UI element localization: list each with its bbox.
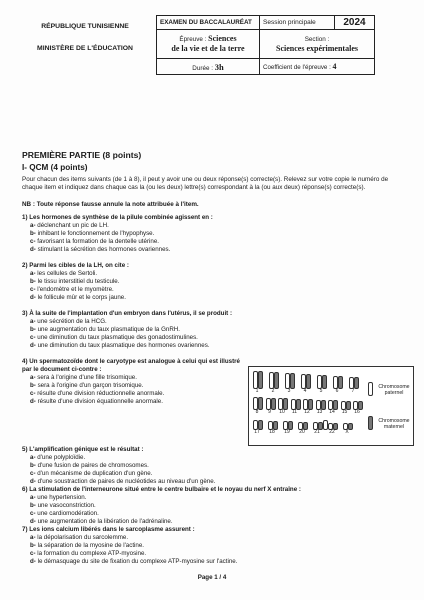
question-option — [22, 502, 408, 510]
chromosome-number: 3 — [287, 388, 291, 394]
part-title: PREMIÈRE PARTIE (8 points) — [22, 150, 142, 160]
chromosome-number: 2 — [271, 388, 275, 394]
page-number: Page 1 / 4 — [197, 574, 227, 581]
chromosome-4 — [306, 374, 311, 389]
chromosome-number: 20 — [299, 429, 305, 435]
qcm-note: NB : Toute réponse fausse annule la note attribuée à l'item. — [22, 201, 199, 208]
option-text: le tissu interstitiel du testicule. — [37, 278, 120, 285]
question-option — [22, 398, 248, 406]
section-label: Section : — [304, 35, 330, 43]
option-text: d'une polyploïdie. — [37, 454, 86, 461]
chromosome-5 — [322, 375, 327, 389]
coefficient-cell — [260, 59, 375, 75]
country-name: RÉPUBLIQUE TUNISIENNE — [41, 23, 129, 30]
option-letter: b- — [30, 542, 36, 549]
chromosome-number: 16 — [354, 409, 360, 415]
option-letter: a- — [30, 454, 36, 461]
section-cell — [260, 30, 375, 59]
option-text: la séparation de la myosine de l'actine. — [37, 542, 145, 549]
ministry-name: MINISTÈRE DE L'ÉDUCATION — [37, 45, 133, 52]
option-text: une sécrétion de la HCG. — [37, 318, 107, 325]
chromosome-number: 9 — [268, 409, 271, 415]
subject-label: Épreuve : — [179, 36, 207, 43]
option-letter: d- — [30, 558, 36, 565]
option-text: déclenchant un pic de LH. — [37, 222, 109, 229]
option-text: une augmentation du taux plasmatique de la GnRH. — [37, 326, 180, 333]
option-letter: a- — [30, 318, 36, 325]
question-option — [22, 454, 408, 462]
chromosome-number: 4 — [303, 388, 307, 394]
option-letter: a- — [30, 374, 36, 381]
qcm-title: I- QCM (4 points) — [22, 163, 88, 172]
qcm-instructions: Pour chacun des items suivants (de 1 à 8), il peut y avoir une ou deux réponse(s) correcte(s). Relevez sur votre copie le numéro de chaque item et indiquez dans chaque cas la (ou les deux) lettre(s) correspondant à la (ou aux deux) réponse(s) correcte(s). — [22, 176, 389, 191]
question-option — [22, 510, 408, 518]
option-letter: a- — [30, 222, 36, 229]
question-option — [22, 238, 408, 246]
option-letter: a- — [30, 534, 36, 541]
question-2 — [22, 262, 408, 302]
chromosome-2 — [274, 372, 279, 389]
question-title: 7) Les ions calcium libérés dans le sarcoplasme assurent : — [22, 526, 195, 533]
option-text: une diminution du taux plasmatique des gonadostimulines. — [37, 334, 198, 341]
duration-value: 3h — [214, 61, 224, 72]
question-title: 1) Les hormones de synthèse de la pilule combinée agissent en : — [22, 214, 213, 221]
karyotype-figure — [248, 366, 414, 446]
question-option — [22, 286, 408, 294]
option-text: favorisant la formation de la dentelle utérine. — [37, 238, 160, 245]
option-text: une diminution du taux plasmatique des hormones ovariennes. — [37, 342, 210, 349]
option-text: d'un mécanisme de duplication d'un gène. — [37, 470, 153, 477]
option-letter: a- — [30, 270, 36, 277]
chromosome-number: 14 — [329, 409, 335, 415]
option-letter: c- — [30, 286, 36, 293]
paternal-chromosome-icon — [368, 382, 373, 396]
question-3 — [22, 310, 408, 350]
duration-cell — [157, 59, 260, 75]
option-text: d'une fusion de paires de chromosomes. — [37, 462, 149, 469]
exam-info-table — [156, 15, 375, 75]
option-text: d'une soustraction de paires de nucléotides au niveau d'un gène. — [37, 478, 216, 485]
question-7 — [22, 526, 408, 566]
karyotype-legend — [366, 372, 410, 440]
option-letter: c- — [30, 238, 36, 245]
question-title: 2) Parmi les cibles de la LH, on cite : — [22, 262, 129, 269]
option-text: inhibant le fonctionnement de l'hypophyse. — [37, 230, 155, 237]
option-text: le follicule mûr et le corps jaune. — [37, 294, 126, 301]
question-option — [22, 270, 408, 278]
question-option — [22, 246, 408, 254]
question-option — [22, 326, 408, 334]
chromosome-number: 19 — [284, 429, 290, 435]
question-option — [22, 334, 408, 342]
option-text: la formation du complexe ATP-myosine. — [37, 550, 147, 557]
question-option — [22, 382, 248, 390]
chromosome-number: 11 — [291, 409, 298, 415]
question-option — [22, 494, 408, 502]
option-text: une augmentation de la libération de l'adrénaline. — [37, 518, 173, 525]
chromosome-number: 1 — [255, 388, 259, 394]
exam-title: EXAMEN DU BACCALAURÉAT — [157, 16, 260, 30]
option-text: une hypertension. — [37, 494, 87, 501]
option-letter: b- — [30, 326, 36, 333]
option-letter: d- — [30, 478, 36, 485]
chromosome-number: 15 — [341, 409, 348, 415]
question-option — [22, 374, 248, 382]
option-letter: b- — [30, 278, 36, 285]
question-6 — [22, 486, 408, 526]
question-1 — [22, 214, 408, 254]
legend-paternal: Chromosome paternel — [378, 384, 410, 396]
option-text: une vasoconstriction. — [37, 502, 96, 509]
option-text: les cellules de Sertoli. — [37, 270, 98, 277]
option-letter: c- — [30, 334, 36, 341]
coefficient-label: Coefficient de l'épreuve : — [263, 64, 331, 71]
option-letter: a- — [30, 494, 36, 501]
question-option — [22, 342, 408, 350]
option-text: résulte d'une division réductionnelle anormale. — [37, 390, 165, 397]
option-letter: b- — [30, 502, 36, 509]
question-option — [22, 390, 248, 398]
institution-header — [22, 22, 148, 54]
question-option — [22, 222, 408, 230]
option-letter: d- — [30, 294, 36, 301]
question-option — [22, 542, 408, 550]
question-title: 6) La stimulation de l'interneurone situé entre le centre bulbaire et le noyau du nerf X entraîne : — [22, 486, 301, 493]
option-letter: b- — [30, 382, 36, 389]
question-option — [22, 318, 408, 326]
section-value: Sciences expérimentales — [276, 43, 358, 53]
question-title: 4) Un spermatozoïde dont le caryotype est analogue à celui qui est illustré par le document ci-contre : — [22, 358, 240, 373]
question-option — [22, 550, 408, 558]
option-text: une cardiomodération. — [37, 510, 99, 517]
question-option — [22, 478, 408, 486]
option-text: résulte d'une division équationnelle anormale. — [37, 398, 163, 405]
chromosome-number: 8 — [255, 409, 259, 415]
chromosome-number: 13 — [316, 409, 323, 415]
maternal-chromosome-icon — [368, 416, 373, 430]
option-text: sera à l'origine d'un garçon trisomique. — [37, 382, 144, 389]
question-5 — [22, 446, 408, 486]
subject-value-1: Sciences — [208, 34, 237, 43]
chromosome-number: X — [345, 429, 349, 435]
option-letter: d- — [30, 398, 36, 405]
option-letter: c- — [30, 390, 36, 397]
duration-label: Durée : — [192, 64, 213, 72]
chromosome-21-extra — [323, 420, 328, 430]
option-letter: d- — [30, 246, 36, 253]
chromosome-number: 10 — [279, 409, 285, 415]
subject-cell — [157, 30, 260, 59]
chromosome-number: 5 — [319, 388, 323, 394]
subject-value-2: de la vie et de la terre — [171, 44, 245, 53]
option-text: l'endomètre et le myomètre. — [37, 286, 114, 293]
question-4 — [22, 358, 248, 406]
chromosome-number: 21 — [314, 429, 320, 435]
option-letter: c- — [30, 550, 36, 557]
option-letter: d- — [30, 518, 36, 525]
question-title: 3) À la suite de l'implantation d'un embryon dans l'utérus, il se produit : — [22, 310, 233, 317]
option-letter: d- — [30, 342, 36, 349]
chromosome-number: 22 — [329, 429, 335, 435]
question-option — [22, 470, 408, 478]
option-text: stimulant la sécrétion des hormones ovariennes. — [37, 246, 171, 253]
chromosome-number: 6 — [335, 388, 339, 394]
session-label: Session principale — [260, 16, 335, 30]
chromosome-1 — [258, 371, 263, 389]
option-letter: c- — [30, 470, 36, 477]
question-option — [22, 558, 408, 566]
option-text: la dépolarisation du sarcolemme. — [37, 534, 129, 541]
question-option — [22, 230, 408, 238]
option-letter: b- — [30, 462, 36, 469]
legend-maternal: Chromosome maternel — [378, 418, 410, 430]
option-text: sera à l'origine d'une fille trisomique. — [37, 374, 137, 381]
chromosome-number: 18 — [269, 429, 275, 435]
question-option — [22, 294, 408, 302]
question-option — [22, 278, 408, 286]
exam-year: 2024 — [335, 16, 375, 30]
chromosome-number: 7 — [351, 388, 355, 394]
question-option — [22, 534, 408, 542]
question-option — [22, 518, 408, 526]
option-text: le démasquage du site de fixation du complexe ATP-myosine sur l'actine. — [37, 558, 238, 565]
question-option — [22, 462, 408, 470]
option-letter: b- — [30, 230, 36, 237]
question-title: 5) L'amplification génique est le résultat : — [22, 446, 144, 453]
coefficient-value: 4 — [332, 62, 337, 71]
chromosome-number: 17 — [254, 429, 260, 435]
option-letter: c- — [30, 510, 36, 517]
chromosome-number: 12 — [304, 409, 310, 415]
chromosome-3 — [290, 373, 295, 389]
